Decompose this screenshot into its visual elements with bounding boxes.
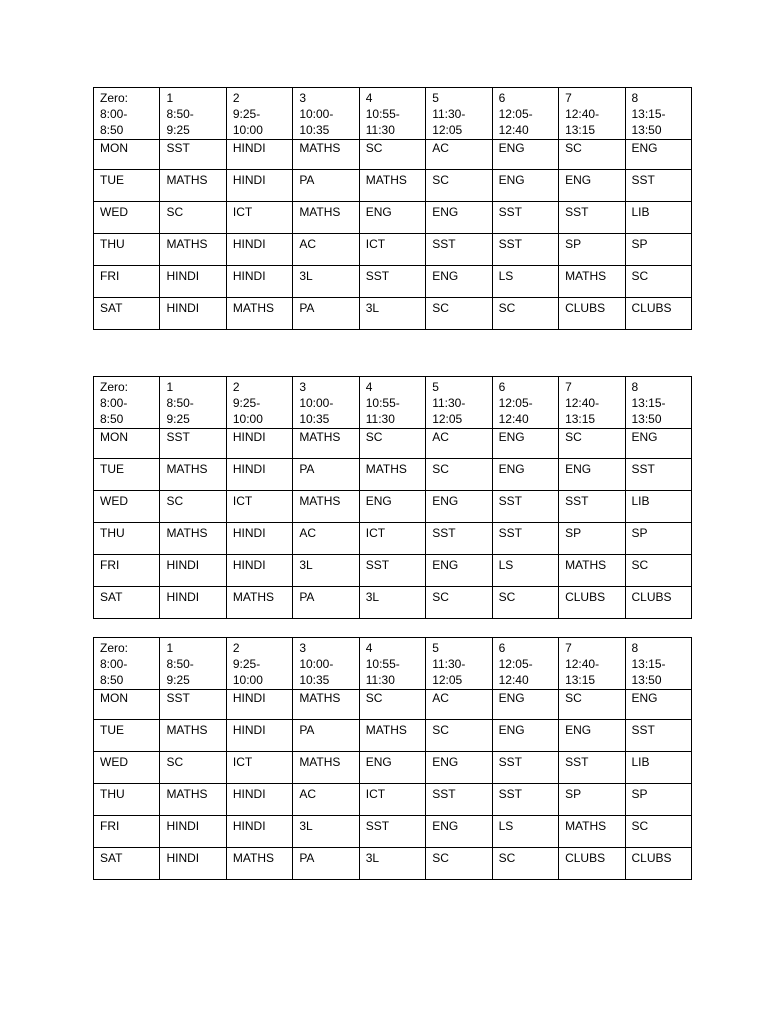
subject-cell: MATHS: [293, 491, 359, 523]
period-header-cell: [559, 88, 625, 140]
period-header-row: [94, 638, 692, 690]
subject-cell: SC: [492, 587, 558, 619]
period-label: 1: [166, 91, 174, 105]
period-time: 10:35: [299, 412, 330, 426]
period-time: 8:50-: [166, 396, 194, 410]
subject-cell: MATHS: [559, 555, 625, 587]
subject-cell: HINDI: [226, 555, 292, 587]
period-label: 6: [498, 91, 506, 105]
subject-cell: AC: [426, 140, 492, 170]
subject-cell: SC: [359, 429, 425, 459]
subject-cell: ENG: [492, 720, 558, 752]
subject-cell: PA: [293, 720, 359, 752]
subject-cell: PA: [293, 848, 359, 880]
subject-cell: MATHS: [226, 298, 292, 330]
day-label: TUE: [94, 459, 160, 491]
subject-cell: SC: [625, 816, 691, 848]
period-header-cell: [426, 88, 492, 140]
day-row: [94, 459, 692, 491]
subject-cell: CLUBS: [559, 298, 625, 330]
subject-cell: 3L: [359, 298, 425, 330]
day-row: [94, 266, 692, 298]
period-time: 11:30-: [432, 396, 466, 410]
subject-cell: ENG: [559, 459, 625, 491]
subject-cell: MATHS: [160, 784, 226, 816]
subject-cell: ICT: [226, 491, 292, 523]
period-header-cell: [492, 638, 558, 690]
subject-cell: ENG: [492, 140, 558, 170]
period-header-cell: [359, 377, 425, 429]
period-label: Zero:: [100, 641, 129, 655]
day-row: [94, 491, 692, 523]
day-label: SAT: [94, 298, 160, 330]
period-header-cell: [426, 638, 492, 690]
day-label: THU: [94, 234, 160, 266]
subject-cell: LIB: [625, 491, 691, 523]
subject-cell: SC: [625, 266, 691, 298]
subject-cell: LIB: [625, 752, 691, 784]
period-label: 3: [299, 380, 306, 394]
period-time: 13:50: [631, 123, 662, 137]
period-header-cell: [226, 88, 292, 140]
subject-cell: SC: [559, 690, 625, 720]
subject-cell: LS: [492, 555, 558, 587]
period-label: 4: [365, 380, 373, 394]
subject-cell: CLUBS: [625, 587, 691, 619]
subject-cell: SST: [625, 459, 691, 491]
subject-cell: PA: [293, 298, 359, 330]
subject-cell: ENG: [426, 202, 492, 234]
day-label: FRI: [94, 266, 160, 298]
period-time: 8:50: [100, 412, 124, 426]
subject-cell: SC: [160, 202, 226, 234]
period-label: 2: [232, 91, 240, 105]
subject-cell: SP: [559, 234, 625, 266]
period-label: Zero:: [100, 91, 129, 105]
day-row: [94, 429, 692, 459]
day-label: MON: [94, 690, 160, 720]
period-time: 10:00: [232, 412, 263, 426]
period-time: 13:15-: [631, 396, 666, 410]
subject-cell: MATHS: [359, 720, 425, 752]
subject-cell: PA: [293, 170, 359, 202]
period-header-cell: [559, 377, 625, 429]
subject-cell: HINDI: [226, 234, 292, 266]
period-label: 2: [232, 380, 240, 394]
period-time: 12:40: [498, 673, 529, 687]
period-label: 8: [631, 91, 639, 105]
period-time: 11:30: [365, 673, 395, 687]
period-time: 10:55-: [365, 107, 400, 121]
period-time: 8:50-: [166, 657, 194, 671]
period-time: 13:50: [631, 673, 662, 687]
subject-cell: SC: [559, 429, 625, 459]
period-label: 6: [498, 380, 506, 394]
subject-cell: HINDI: [160, 555, 226, 587]
subject-cell: MATHS: [160, 234, 226, 266]
subject-cell: SC: [160, 491, 226, 523]
period-label: 5: [432, 641, 439, 655]
period-time: 11:30-: [432, 657, 466, 671]
period-header-cell: [226, 377, 292, 429]
subject-cell: SST: [359, 266, 425, 298]
subject-cell: PA: [293, 587, 359, 619]
period-time: 12:05-: [498, 396, 533, 410]
period-label: 3: [299, 641, 306, 655]
period-time: 13:15: [565, 123, 596, 137]
day-label: WED: [94, 491, 160, 523]
subject-cell: MATHS: [160, 170, 226, 202]
subject-cell: ENG: [426, 266, 492, 298]
period-label: 6: [498, 641, 506, 655]
subject-cell: HINDI: [226, 523, 292, 555]
period-time: 12:40-: [565, 107, 600, 121]
day-label: TUE: [94, 170, 160, 202]
subject-cell: SC: [492, 848, 558, 880]
subject-cell: AC: [293, 784, 359, 816]
day-row: [94, 690, 692, 720]
subject-cell: SC: [426, 720, 492, 752]
subject-cell: SP: [559, 784, 625, 816]
subject-cell: SST: [426, 234, 492, 266]
subject-cell: ICT: [226, 202, 292, 234]
day-label: FRI: [94, 555, 160, 587]
day-label: TUE: [94, 720, 160, 752]
subject-cell: ENG: [559, 720, 625, 752]
subject-cell: ICT: [226, 752, 292, 784]
subject-cell: 3L: [293, 816, 359, 848]
subject-cell: MATHS: [293, 202, 359, 234]
subject-cell: ICT: [359, 784, 425, 816]
period-header-cell: [226, 638, 292, 690]
subject-cell: MATHS: [226, 587, 292, 619]
subject-cell: SST: [492, 202, 558, 234]
subject-cell: HINDI: [226, 816, 292, 848]
subject-cell: HINDI: [226, 459, 292, 491]
period-time: 9:25-: [232, 107, 261, 121]
period-time: 8:00-: [100, 107, 128, 121]
subject-cell: HINDI: [226, 784, 292, 816]
period-time: 9:25: [166, 673, 190, 687]
period-time: 10:00: [232, 673, 263, 687]
subject-cell: MATHS: [559, 266, 625, 298]
period-header-cell: [625, 638, 691, 690]
period-label: 7: [565, 91, 572, 105]
subject-cell: PA: [293, 459, 359, 491]
subject-cell: MATHS: [293, 752, 359, 784]
subject-cell: SP: [559, 523, 625, 555]
subject-cell: HINDI: [226, 429, 292, 459]
timetable-1: [93, 87, 692, 330]
zero-period-header: [94, 377, 160, 429]
period-header-cell: [625, 88, 691, 140]
period-label: 8: [631, 380, 639, 394]
subject-cell: CLUBS: [625, 848, 691, 880]
period-time: 13:15: [565, 673, 596, 687]
period-time: 13:15-: [631, 657, 666, 671]
subject-cell: ENG: [492, 170, 558, 202]
period-label: 3: [299, 91, 306, 105]
day-label: THU: [94, 523, 160, 555]
period-time: 12:40-: [565, 396, 600, 410]
period-time: 11:30: [365, 412, 395, 426]
subject-cell: SST: [426, 784, 492, 816]
subject-cell: SST: [426, 523, 492, 555]
day-row: [94, 298, 692, 330]
subject-cell: HINDI: [226, 266, 292, 298]
period-header-cell: [625, 377, 691, 429]
subject-cell: ENG: [559, 170, 625, 202]
day-label: MON: [94, 140, 160, 170]
period-time: 8:50: [100, 673, 124, 687]
subject-cell: SST: [160, 690, 226, 720]
subject-cell: ENG: [625, 429, 691, 459]
period-time: 12:40-: [565, 657, 600, 671]
period-time: 13:15: [565, 412, 596, 426]
subject-cell: SC: [625, 555, 691, 587]
period-time: 10:00-: [299, 107, 334, 121]
subject-cell: ENG: [492, 690, 558, 720]
period-time: 8:50-: [166, 107, 194, 121]
subject-cell: MATHS: [359, 170, 425, 202]
day-label: FRI: [94, 816, 160, 848]
period-time: 10:55-: [365, 657, 400, 671]
subject-cell: 3L: [293, 555, 359, 587]
subject-cell: ENG: [492, 459, 558, 491]
day-row: [94, 555, 692, 587]
day-row: [94, 140, 692, 170]
period-label: Zero:: [100, 380, 129, 394]
period-header-cell: [160, 638, 226, 690]
period-time: 10:55-: [365, 396, 400, 410]
subject-cell: SST: [492, 491, 558, 523]
period-header-cell: [293, 88, 359, 140]
subject-cell: SC: [426, 459, 492, 491]
subject-cell: ENG: [426, 752, 492, 784]
period-time: 12:05-: [498, 107, 533, 121]
subject-cell: CLUBS: [559, 848, 625, 880]
subject-cell: ICT: [359, 523, 425, 555]
subject-cell: HINDI: [160, 298, 226, 330]
period-time: 12:40: [498, 412, 529, 426]
subject-cell: SC: [160, 752, 226, 784]
subject-cell: SST: [492, 234, 558, 266]
subject-cell: SST: [559, 491, 625, 523]
subject-cell: SST: [160, 429, 226, 459]
day-label: SAT: [94, 848, 160, 880]
period-label: 7: [565, 380, 572, 394]
period-header-cell: [559, 638, 625, 690]
period-time: 11:30-: [432, 107, 466, 121]
subject-cell: ENG: [426, 491, 492, 523]
period-header-cell: [293, 377, 359, 429]
day-row: [94, 784, 692, 816]
subject-cell: 3L: [293, 266, 359, 298]
subject-cell: CLUBS: [559, 587, 625, 619]
day-row: [94, 720, 692, 752]
subject-cell: LS: [492, 816, 558, 848]
period-time: 12:05: [432, 123, 463, 137]
subject-cell: ENG: [359, 491, 425, 523]
day-label: WED: [94, 202, 160, 234]
period-time: 10:35: [299, 123, 330, 137]
timetable-2: [93, 376, 692, 619]
subject-cell: SP: [625, 523, 691, 555]
period-label: 5: [432, 91, 439, 105]
period-header-cell: [160, 88, 226, 140]
subject-cell: HINDI: [160, 587, 226, 619]
subject-cell: SST: [492, 784, 558, 816]
subject-cell: SST: [492, 523, 558, 555]
period-label: 4: [365, 641, 373, 655]
day-row: [94, 170, 692, 202]
period-time: 8:50: [100, 123, 124, 137]
period-header-row: [94, 377, 692, 429]
subject-cell: AC: [293, 234, 359, 266]
subject-cell: HINDI: [160, 266, 226, 298]
period-label: 8: [631, 641, 639, 655]
subject-cell: HINDI: [226, 140, 292, 170]
subject-cell: SST: [160, 140, 226, 170]
subject-cell: SST: [359, 555, 425, 587]
timetable-3: [93, 637, 692, 880]
zero-period-header: [94, 88, 160, 140]
period-header-row: [94, 88, 692, 140]
day-row: [94, 752, 692, 784]
subject-cell: AC: [293, 523, 359, 555]
period-time: 12:05: [432, 412, 463, 426]
subject-cell: SC: [426, 298, 492, 330]
subject-cell: SST: [625, 720, 691, 752]
subject-cell: SST: [559, 202, 625, 234]
period-label: 7: [565, 641, 572, 655]
period-header-cell: [293, 638, 359, 690]
period-time: 11:30: [365, 123, 395, 137]
subject-cell: SC: [426, 848, 492, 880]
subject-cell: LIB: [625, 202, 691, 234]
day-label: SAT: [94, 587, 160, 619]
period-time: 12:05-: [498, 657, 533, 671]
period-label: 2: [232, 641, 240, 655]
period-time: 10:35: [299, 673, 330, 687]
subject-cell: MATHS: [226, 848, 292, 880]
period-header-cell: [359, 88, 425, 140]
period-time: 9:25-: [232, 396, 261, 410]
subject-cell: MATHS: [293, 690, 359, 720]
day-row: [94, 202, 692, 234]
subject-cell: ENG: [426, 816, 492, 848]
subject-cell: ENG: [625, 690, 691, 720]
period-time: 12:05: [432, 673, 463, 687]
subject-cell: SC: [492, 298, 558, 330]
subject-cell: SC: [559, 140, 625, 170]
period-time: 9:25: [166, 123, 190, 137]
subject-cell: MATHS: [160, 720, 226, 752]
subject-cell: SST: [559, 752, 625, 784]
period-time: 8:00-: [100, 657, 128, 671]
subject-cell: HINDI: [226, 690, 292, 720]
day-row: [94, 234, 692, 266]
period-time: 10:00-: [299, 657, 334, 671]
period-label: 1: [166, 641, 174, 655]
subject-cell: MATHS: [559, 816, 625, 848]
subject-cell: MATHS: [293, 429, 359, 459]
subject-cell: SP: [625, 234, 691, 266]
subject-cell: MATHS: [359, 459, 425, 491]
day-row: [94, 816, 692, 848]
subject-cell: ENG: [359, 202, 425, 234]
subject-cell: SST: [625, 170, 691, 202]
subject-cell: MATHS: [160, 523, 226, 555]
subject-cell: SP: [625, 784, 691, 816]
period-time: 9:25-: [232, 657, 261, 671]
day-row: [94, 523, 692, 555]
period-label: 4: [365, 91, 373, 105]
subject-cell: SST: [359, 816, 425, 848]
subject-cell: HINDI: [160, 816, 226, 848]
subject-cell: 3L: [359, 848, 425, 880]
subject-cell: ENG: [359, 752, 425, 784]
subject-cell: SC: [359, 140, 425, 170]
subject-cell: HINDI: [226, 170, 292, 202]
subject-cell: ENG: [426, 555, 492, 587]
period-header-cell: [426, 377, 492, 429]
day-row: [94, 587, 692, 619]
subject-cell: ENG: [625, 140, 691, 170]
day-label: MON: [94, 429, 160, 459]
day-label: WED: [94, 752, 160, 784]
period-time: 13:15-: [631, 107, 666, 121]
subject-cell: SST: [492, 752, 558, 784]
subject-cell: ENG: [492, 429, 558, 459]
period-time: 10:00-: [299, 396, 334, 410]
period-header-cell: [492, 88, 558, 140]
subject-cell: HINDI: [160, 848, 226, 880]
subject-cell: SC: [426, 170, 492, 202]
subject-cell: AC: [426, 429, 492, 459]
subject-cell: MATHS: [160, 459, 226, 491]
period-time: 9:25: [166, 412, 190, 426]
subject-cell: SC: [426, 587, 492, 619]
period-label: 5: [432, 380, 439, 394]
period-time: 13:50: [631, 412, 662, 426]
period-time: 8:00-: [100, 396, 128, 410]
subject-cell: MATHS: [293, 140, 359, 170]
zero-period-header: [94, 638, 160, 690]
subject-cell: CLUBS: [625, 298, 691, 330]
subject-cell: SC: [359, 690, 425, 720]
subject-cell: ICT: [359, 234, 425, 266]
subject-cell: LS: [492, 266, 558, 298]
day-row: [94, 848, 692, 880]
period-header-cell: [160, 377, 226, 429]
period-label: 1: [166, 380, 174, 394]
subject-cell: 3L: [359, 587, 425, 619]
period-time: 10:00: [232, 123, 263, 137]
day-label: THU: [94, 784, 160, 816]
subject-cell: AC: [426, 690, 492, 720]
period-header-cell: [492, 377, 558, 429]
period-time: 12:40: [498, 123, 529, 137]
subject-cell: HINDI: [226, 720, 292, 752]
period-header-cell: [359, 638, 425, 690]
